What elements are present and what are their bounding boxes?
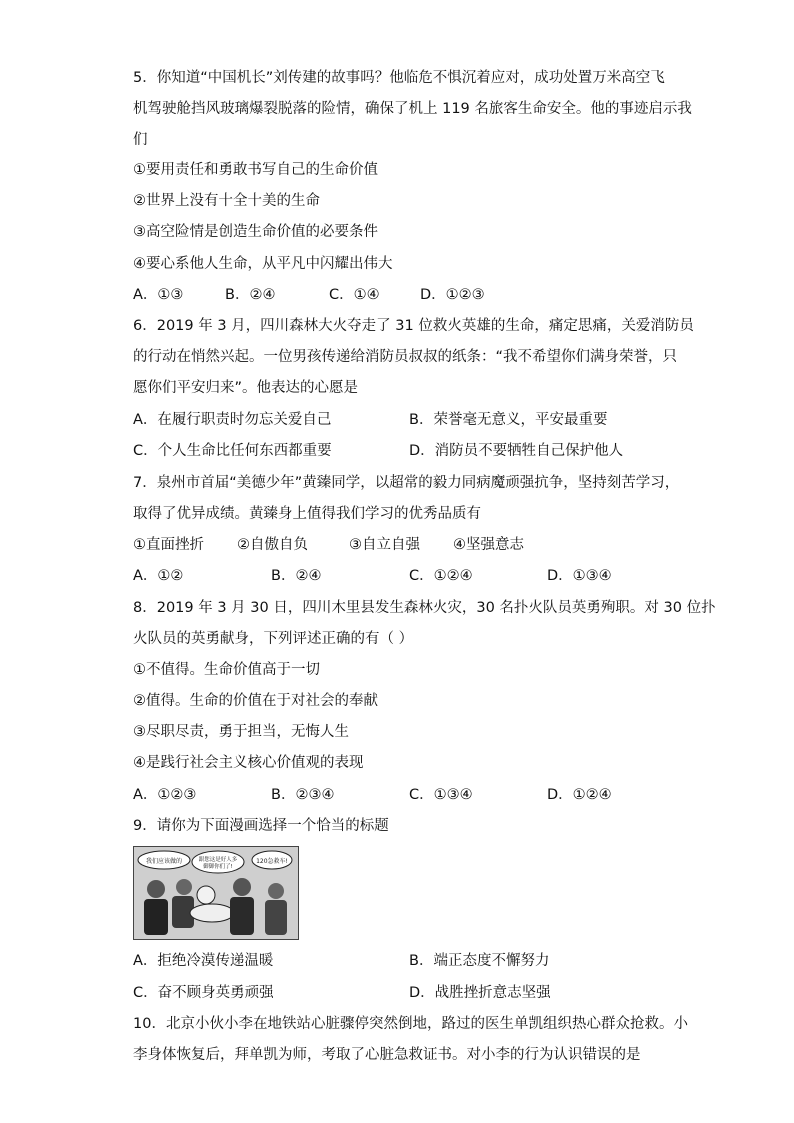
person-left xyxy=(144,880,168,935)
q6-option-d: D．消防员不要牺牲自己保护他人 xyxy=(409,443,624,459)
person-right xyxy=(265,883,287,935)
q7-option-a: A．①② xyxy=(133,568,184,584)
q8-item-2: ②值得。生命的价值在于对社会的奉献 xyxy=(133,693,378,709)
comic-drawing xyxy=(134,847,298,939)
q6-option-a: A．在履行职责时勿忘关爱自己 xyxy=(133,412,332,428)
q7-stem-line-1: 7．泉州市首届“美德少年”黄臻同学，以超常的毅力同病魔顽强抗争，坚持刻苦学习， xyxy=(133,475,680,491)
q10-stem-line-2: 李身体恢复后，拜单凯为师，考取了心脏急救证书。对小李的行为认识错误的是 xyxy=(133,1047,641,1063)
q6-stem-line-1: 6．2019 年 3 月，四川森林大火夺走了 31 位救火英雄的生命，痛定思痛，关爱消防员 xyxy=(133,318,694,334)
q7-item-4: ④坚强意志 xyxy=(453,537,524,553)
q7-item-3: ③自立自强 xyxy=(349,537,420,553)
q5-option-c: C．①④ xyxy=(329,287,380,303)
bubble-text-3: 120急救车! xyxy=(256,858,288,865)
comic-illustration xyxy=(133,846,299,940)
bubble-text-2: 跟您这是好人多御御你们了! xyxy=(198,857,238,870)
q6-stem-line-3: 愿你们平安归来”。他表达的心愿是 xyxy=(133,380,359,396)
q5-item-1: ①要用责任和勇敢书写自己的生命价值 xyxy=(133,162,378,178)
q8-item-3: ③尽职尽责，勇于担当，无悔人生 xyxy=(133,724,349,740)
q8-option-d: D．①②④ xyxy=(547,787,612,803)
q5-stem-line-2: 机驾驶舱挡风玻璃爆裂脱落的险情，确保了机上 119 名旅客生命安全。他的事迹启示我 xyxy=(133,101,692,117)
q5-item-2: ②世界上没有十全十美的生命 xyxy=(133,193,320,209)
q9-option-b: B．端正态度不懈努力 xyxy=(409,953,550,969)
q7-stem-line-2: 取得了优异成绩。黄臻身上值得我们学习的优秀品质有 xyxy=(133,506,481,522)
q7-option-d: D．①③④ xyxy=(547,568,612,584)
q8-stem-line-2: 火队员的英勇献身，下列评述正确的有（ ） xyxy=(133,631,414,647)
q6-stem-line-2: 的行动在悄然兴起。一位男孩传递给消防员叔叔的纸条：“我不希望你们满身荣誉，只 xyxy=(133,349,678,365)
q7-option-b: B．②④ xyxy=(271,568,322,584)
q9-option-c: C．奋不顾身英勇顽强 xyxy=(133,985,274,1001)
q5-item-4: ④要心系他人生命，从平凡中闪耀出伟大 xyxy=(133,256,393,272)
q7-item-1: ①直面挫折 xyxy=(133,537,204,553)
q8-item-4: ④是践行社会主义核心价值观的表现 xyxy=(133,755,364,771)
q5-option-d: D．①②③ xyxy=(420,287,485,303)
q8-stem-line-1: 8．2019 年 3 月 30 日，四川木里县发生森林火灾，30 名扑火队员英勇殉职。对 30 位扑 xyxy=(133,600,716,616)
q8-item-1: ①不值得。生命价值高于一切 xyxy=(133,662,320,678)
q5-stem-line-1: 5．你知道“中国机长”刘传建的故事吗？他临危不惧沉着应对，成功处置万米高空飞 xyxy=(133,70,665,86)
q9-option-a: A．拒绝冷漠传递温暖 xyxy=(133,953,274,969)
q5-option-b: B．②④ xyxy=(225,287,276,303)
q7-item-2: ②自傲自负 xyxy=(237,537,308,553)
q5-option-a: A．①③ xyxy=(133,287,184,303)
q6-option-c: C．个人生命比任何东西都重要 xyxy=(133,443,332,459)
bubble-text-1: 我们应该做的 xyxy=(145,858,183,865)
q8-option-c: C．①③④ xyxy=(409,787,473,803)
q5-item-3: ③高空险情是创造生命价值的必要条件 xyxy=(133,224,378,240)
person-doctor xyxy=(230,878,254,935)
q6-option-b: B．荣誉毫无意义，平安最重要 xyxy=(409,412,608,428)
q10-stem-line-1: 10．北京小伙小李在地铁站心脏骤停突然倒地，路过的医生单凯组织热心群众抢救。小 xyxy=(133,1016,688,1032)
q5-stem-line-3: 们 xyxy=(133,132,148,148)
q8-option-b: B．②③④ xyxy=(271,787,335,803)
q9-stem: 9．请你为下面漫画选择一个恰当的标题 xyxy=(133,818,389,834)
q9-option-d: D．战胜挫折意志坚强 xyxy=(409,985,551,1001)
q8-option-a: A．①②③ xyxy=(133,787,197,803)
q7-option-c: C．①②④ xyxy=(409,568,473,584)
